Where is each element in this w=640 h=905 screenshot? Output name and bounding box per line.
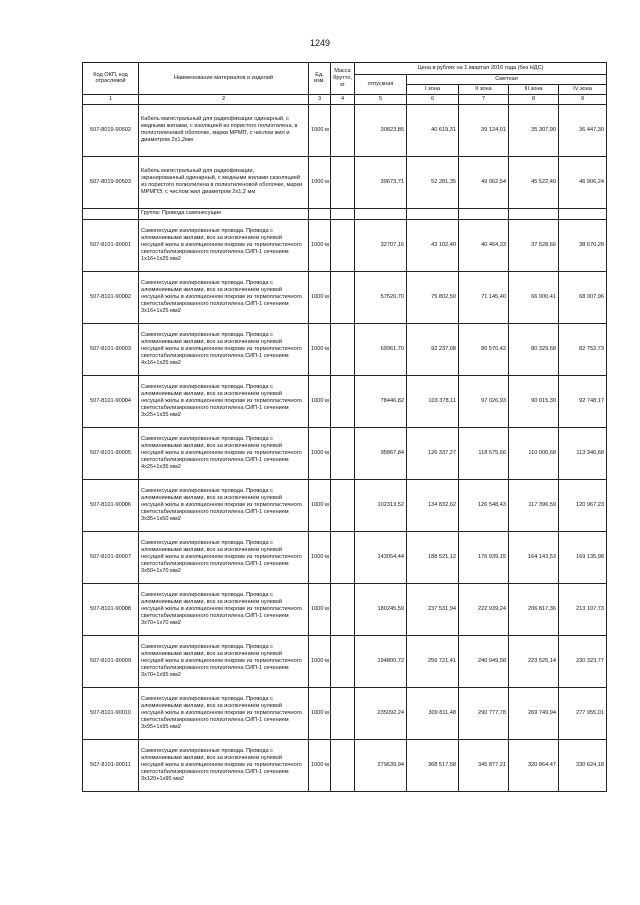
column-index-row [83, 94, 607, 104]
row-unit: 1000 м [309, 479, 331, 531]
row-unit: 1000 м [309, 583, 331, 635]
row-code: 507-8019-90502 [83, 104, 139, 156]
row-mass [331, 375, 355, 427]
row-code: 507-8101-90010 [83, 687, 139, 739]
row-mass [331, 271, 355, 323]
row-zone-2-price: 86 570,42 [459, 323, 509, 375]
header-zone-2: II зона [459, 84, 509, 94]
row-code: 507-8101-90002 [83, 271, 139, 323]
group-row [83, 208, 607, 219]
page-number: 1249 [309, 38, 331, 48]
row-unit: 1000 м [309, 219, 331, 271]
column-index: 9 [559, 94, 607, 104]
row-release-price: 180245,59 [355, 583, 407, 635]
table-row [83, 531, 607, 583]
table-row [83, 323, 607, 375]
row-name: Самонесущие изолированные провода. Провода с алюминиевыми жилами, все за исключением нулевой несущей жилы в изоляционном покрове из термопластичного светостабилизированного полиэтилена СИП-1 сечением 3х50+1х70 мм2 [139, 531, 309, 583]
row-zone-1-price: 134 832,62 [407, 479, 459, 531]
row-name: Кабель магистральный для радиофикации, экранированный,одинарный, с медными жилами сизоляцией из пористого полиэтилена в полиэтиленовой оболочке, марки МРМПЭ, с числом жил диаметром 2х1,2 мм [139, 156, 309, 208]
table-row [83, 635, 607, 687]
row-name: Самонесущие изолированные провода. Провода с алюминиевыми жилами, все за исключением нулевой несущей жилы в изоляционном покрове из термопластичного светостабилизированного полиэтилена СИП-1 сечением 4х25+1х35 мм2 [139, 427, 309, 479]
row-zone-3-price: 206 817,36 [509, 583, 559, 635]
row-zone-1-price: 40 619,31 [407, 104, 459, 156]
group-label: Группа: Провода самонесущие [139, 208, 309, 219]
row-name: Самонесущие изолированные провода. Провода с алюминиевыми жилами, все за исключением нулевой несущей жилы в изоляционном покрове из термопластичного светостабилизированного полиэтилена СИП-1 сечением 3х120+1х95 мм2 [139, 739, 309, 791]
row-zone-1-price: 188 521,12 [407, 531, 459, 583]
table-row [83, 219, 607, 271]
row-zone-3-price: 223 525,14 [509, 635, 559, 687]
row-mass [331, 687, 355, 739]
table-row [83, 739, 607, 791]
row-name: Самонесущие изолированные провода. Провода с алюминиевыми жилами, все за исключением нулевой несущей жилы в изоляционном покрове из термопластичного светостабилизированного полиэтилена СИП-1 сечением 3х16+1х25 мм2 [139, 271, 309, 323]
row-release-price: 32707,16 [355, 219, 407, 271]
header-zone-1: I зона [407, 84, 459, 94]
row-zone-4-price: 230 323,77 [559, 635, 607, 687]
row-zone-3-price: 117 396,59 [509, 479, 559, 531]
header-release: отпускная [355, 75, 407, 95]
row-zone-4-price: 38 670,28 [559, 219, 607, 271]
table-row [83, 687, 607, 739]
header-zone-4: IV зона [559, 84, 607, 94]
row-code: 507-8101-90007 [83, 531, 139, 583]
row-zone-4-price: 82 752,73 [559, 323, 607, 375]
table-row [83, 104, 607, 156]
row-code: 507-8101-90006 [83, 479, 139, 531]
row-zone-1-price: 92 237,08 [407, 323, 459, 375]
row-release-price: 95867,84 [355, 427, 407, 479]
row-zone-4-price: 330 624,18 [559, 739, 607, 791]
row-zone-1-price: 43 102,40 [407, 219, 459, 271]
row-unit: 1000 м [309, 687, 331, 739]
row-mass [331, 219, 355, 271]
row-zone-2-price: 290 777,78 [459, 687, 509, 739]
row-zone-3-price: 320 864,47 [509, 739, 559, 791]
row-zone-2-price: 49 062,54 [459, 156, 509, 208]
header-name: Наименование материалов и изделий [139, 63, 309, 95]
row-zone-2-price: 39 124,01 [459, 104, 509, 156]
row-mass [331, 479, 355, 531]
row-name: Самонесущие изолированные провода. Провода с алюминиевыми жилами, все за исключением нулевой несущей жилы в изоляционном покрове из термопластичного светостабилизированного полиэтилена СИП-1 сечением 1х16+1х25 мм2 [139, 219, 309, 271]
row-release-price: 235092,24 [355, 687, 407, 739]
row-zone-1-price: 75 802,50 [407, 271, 459, 323]
row-code: 507-8101-90008 [83, 583, 139, 635]
row-code: 507-8101-90011 [83, 739, 139, 791]
row-code: 507-8101-90005 [83, 427, 139, 479]
column-index: 7 [459, 94, 509, 104]
row-zone-1-price: 237 531,94 [407, 583, 459, 635]
row-name: Кабель магистральный для радиофикации одинарный, с медными жилами, с изоляцией из пористого полиэтилена, в полиэтиленовой оболочке, марки МРМП, с числом жил и диаметром 2х1,2мм [139, 104, 309, 156]
row-mass [331, 739, 355, 791]
row-name: Самонесущие изолированные провода. Провода с алюминиевыми жилами, все за исключением нулевой несущей жилы в изоляционном покрове из термопластичного светостабилизированного полиэтилена СИП-1 сечением 3х70+1х95 мм2 [139, 635, 309, 687]
row-zone-3-price: 35 307,90 [509, 104, 559, 156]
row-mass [331, 156, 355, 208]
row-unit: 1000 м [309, 739, 331, 791]
row-code: 507-8019-90503 [83, 156, 139, 208]
table-body-top [83, 104, 607, 208]
table-row [83, 427, 607, 479]
row-zone-4-price: 68 007,96 [559, 271, 607, 323]
row-name: Самонесущие изолированные провода. Провода с алюминиевыми жилами, все за исключением нулевой несущей жилы в изоляционном покрове из термопластичного светостабилизированного полиэтилена СИП-1 сечением 3х95+1х95 мм2 [139, 687, 309, 739]
row-code: 507-8101-90003 [83, 323, 139, 375]
row-release-price: 78446,82 [355, 375, 407, 427]
row-name: Самонесущие изолированные провода. Провода с алюминиевыми жилами, все за исключением нулевой несущей жилы в изоляционном покрове из термопластичного светостабилизированного полиэтилена СИП-1 сечением 4х16+1х25 мм2 [139, 323, 309, 375]
row-zone-4-price: 113 346,68 [559, 427, 607, 479]
row-zone-4-price: 36 447,30 [559, 104, 607, 156]
table-body-main [83, 219, 607, 791]
row-unit: 1000 м [309, 375, 331, 427]
row-zone-3-price: 80 329,68 [509, 323, 559, 375]
table-row [83, 156, 607, 208]
header-unit: Ед. изм. [309, 63, 331, 95]
row-zone-2-price: 240 949,58 [459, 635, 509, 687]
row-zone-3-price: 90 015,30 [509, 375, 559, 427]
row-zone-2-price: 126 548,43 [459, 479, 509, 531]
row-release-price: 30823,85 [355, 104, 407, 156]
row-release-price: 143054,44 [355, 531, 407, 583]
column-index: 2 [139, 94, 309, 104]
row-zone-4-price: 120 967,23 [559, 479, 607, 531]
row-zone-1-price: 256 721,41 [407, 635, 459, 687]
row-unit: 1000 м [309, 323, 331, 375]
row-zone-3-price: 164 143,53 [509, 531, 559, 583]
row-release-price: 69961,70 [355, 323, 407, 375]
row-zone-2-price: 97 026,93 [459, 375, 509, 427]
row-release-price: 102313,52 [355, 479, 407, 531]
row-zone-2-price: 71 145,40 [459, 271, 509, 323]
row-zone-1-price: 52 281,35 [407, 156, 459, 208]
header-price: Цена в рублях на 1 квартал 2016 года (без НДС) [355, 63, 607, 75]
row-mass [331, 583, 355, 635]
row-zone-2-price: 222 939,24 [459, 583, 509, 635]
header-mass: Масса брутто, кг [331, 63, 355, 95]
column-index: 8 [509, 94, 559, 104]
row-code: 507-8101-90009 [83, 635, 139, 687]
column-index: 5 [355, 94, 407, 104]
table-row [83, 583, 607, 635]
row-unit: 1000 м [309, 531, 331, 583]
row-zone-4-price: 277 955,01 [559, 687, 607, 739]
row-mass [331, 427, 355, 479]
row-zone-1-price: 368 517,58 [407, 739, 459, 791]
table-row [83, 271, 607, 323]
row-unit: 1000 м [309, 427, 331, 479]
row-zone-3-price: 110 000,68 [509, 427, 559, 479]
row-zone-2-price: 118 575,66 [459, 427, 509, 479]
row-zone-2-price: 176 939,15 [459, 531, 509, 583]
row-release-price: 279639,94 [355, 739, 407, 791]
column-index: 4 [331, 94, 355, 104]
row-mass [331, 104, 355, 156]
table-row [83, 479, 607, 531]
row-zone-3-price: 45 522,40 [509, 156, 559, 208]
row-unit: 1000 м [309, 156, 331, 208]
column-index: 3 [309, 94, 331, 104]
row-zone-4-price: 92 748,17 [559, 375, 607, 427]
row-unit: 1000 м [309, 271, 331, 323]
row-zone-2-price: 40 464,33 [459, 219, 509, 271]
row-mass [331, 635, 355, 687]
table-row [83, 375, 607, 427]
row-zone-1-price: 126 337,27 [407, 427, 459, 479]
column-index: 6 [407, 94, 459, 104]
row-release-price: 39673,71 [355, 156, 407, 208]
row-name: Самонесущие изолированные провода. Провода с алюминиевыми жилами, все за исключением нулевой несущей жилы в изоляционном покрове из термопластичного светостабилизированного полиэтилена СИП-1 сечением 3х70+1х70 мм2 [139, 583, 309, 635]
row-zone-4-price: 213 107,73 [559, 583, 607, 635]
row-zone-3-price: 66 000,41 [509, 271, 559, 323]
row-name: Самонесущие изолированные провода. Провода с алюминиевыми жилами, все за исключением нулевой несущей жилы в изоляционном покрове из термопластичного светостабилизированного полиэтилена СИП-1 сечением 3х35+1х50 мм2 [139, 479, 309, 531]
row-release-price: 194800,72 [355, 635, 407, 687]
row-mass [331, 531, 355, 583]
column-index: 1 [83, 94, 139, 104]
header-estimate: Сметная [407, 75, 607, 85]
row-zone-3-price: 269 749,94 [509, 687, 559, 739]
price-table [82, 62, 607, 792]
row-zone-2-price: 345 877,21 [459, 739, 509, 791]
row-zone-4-price: 46 906,24 [559, 156, 607, 208]
row-zone-4-price: 169 135,98 [559, 531, 607, 583]
header-code: Код ОКП, код отраслевой [83, 63, 139, 95]
row-name: Самонесущие изолированные провода. Провода с алюминиевыми жилами, все за исключением нулевой несущей жилы в изоляционном покрове из термопластичного светостабилизированного полиэтилена СИП-1 сечением 3х25+1х35 мм2 [139, 375, 309, 427]
group-section [83, 208, 607, 219]
row-zone-3-price: 37 528,66 [509, 219, 559, 271]
row-zone-1-price: 309 811,48 [407, 687, 459, 739]
row-unit: 1000 м [309, 104, 331, 156]
row-code: 507-8101-90004 [83, 375, 139, 427]
row-release-price: 57520,70 [355, 271, 407, 323]
row-code: 507-8101-90001 [83, 219, 139, 271]
row-unit: 1000 м [309, 635, 331, 687]
header-zone-3: III зона [509, 84, 559, 94]
row-zone-1-price: 103 378,11 [407, 375, 459, 427]
row-mass [331, 323, 355, 375]
